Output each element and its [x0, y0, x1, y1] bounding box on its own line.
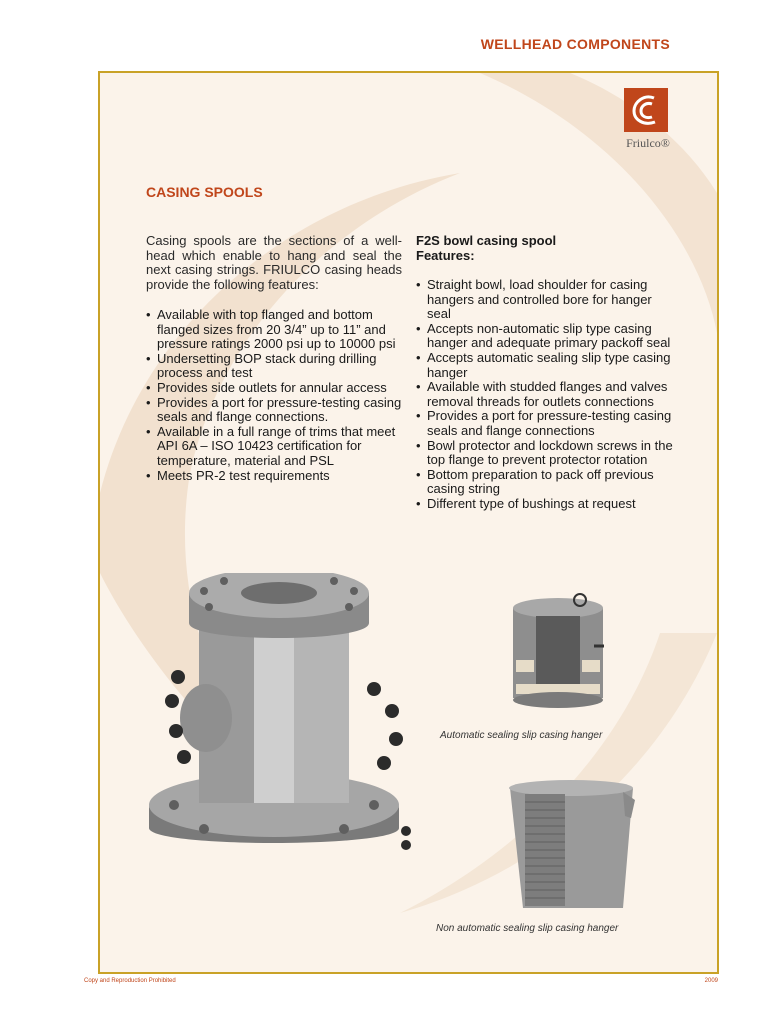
list-item: • Provides side outlets for annular access — [146, 381, 406, 396]
automatic-hanger-illustration — [508, 588, 608, 718]
list-item: • Available in a full range of trims that meet API 6A – ISO 10423 certification for temperature, material and PSL — [146, 425, 406, 469]
non-automatic-hanger-illustration — [505, 778, 640, 918]
list-item: • Provides a port for pressure-testing casing seals and flange connections. — [146, 396, 406, 425]
list-item: • Available with studded flanges and valves removal threads for outlets connections — [416, 380, 678, 409]
list-item: • Provides a port for pressure-testing casing seals and flange connections — [416, 409, 678, 438]
list-item: • Bowl protector and lockdown screws in the top flange to prevent protector rotation — [416, 439, 678, 468]
list-item: • Straight bowl, load shoulder for casing hangers and controlled bore for hanger seal — [416, 278, 678, 322]
list-item: • Different type of bushings at request — [416, 497, 678, 512]
list-item: • Available with top flanged and bottom flanged sizes from 20 3/4” up to 11” and pressure ratings 2000 psi up to 10000 psi — [146, 308, 406, 352]
f2s-heading — [416, 234, 676, 263]
logo-text: Friulco® — [626, 136, 670, 150]
friulco-logo — [622, 88, 674, 151]
f2s-title: F2S bowl casing spool — [416, 233, 557, 248]
left-feature-list — [146, 308, 406, 483]
casing-spool-illustration — [144, 573, 414, 873]
intro-paragraph: Casing spools are the sections of a well-head which enable to hang and seal the next casing strings. FRIULCO casing heads provide the following features: — [146, 233, 402, 292]
footer-copyright: Copy and Reproduction Prohibited — [84, 978, 176, 984]
list-item: • Accepts automatic sealing slip type casing hanger — [416, 351, 678, 380]
list-item: • Undersetting BOP stack during drilling process and test — [146, 352, 406, 381]
content-frame — [98, 71, 719, 974]
f2s-feature-list — [416, 278, 678, 512]
section-title: CASING SPOOLS — [146, 184, 263, 200]
logo-mark-icon — [624, 88, 668, 132]
automatic-hanger-caption: Automatic sealing slip casing hanger — [440, 730, 603, 741]
non-automatic-hanger-caption: Non automatic sealing slip casing hanger — [436, 923, 619, 934]
list-item: • Accepts non-automatic slip type casing hanger and adequate primary packoff seal — [416, 322, 678, 351]
list-item: • Bottom preparation to pack off previous casing string — [416, 468, 678, 497]
list-item: • Meets PR-2 test requirements — [146, 469, 406, 484]
f2s-subtitle: Features: — [416, 247, 475, 263]
page-header-title: WELLHEAD COMPONENTS — [480, 36, 670, 52]
footer-year: 2009 — [704, 978, 718, 984]
